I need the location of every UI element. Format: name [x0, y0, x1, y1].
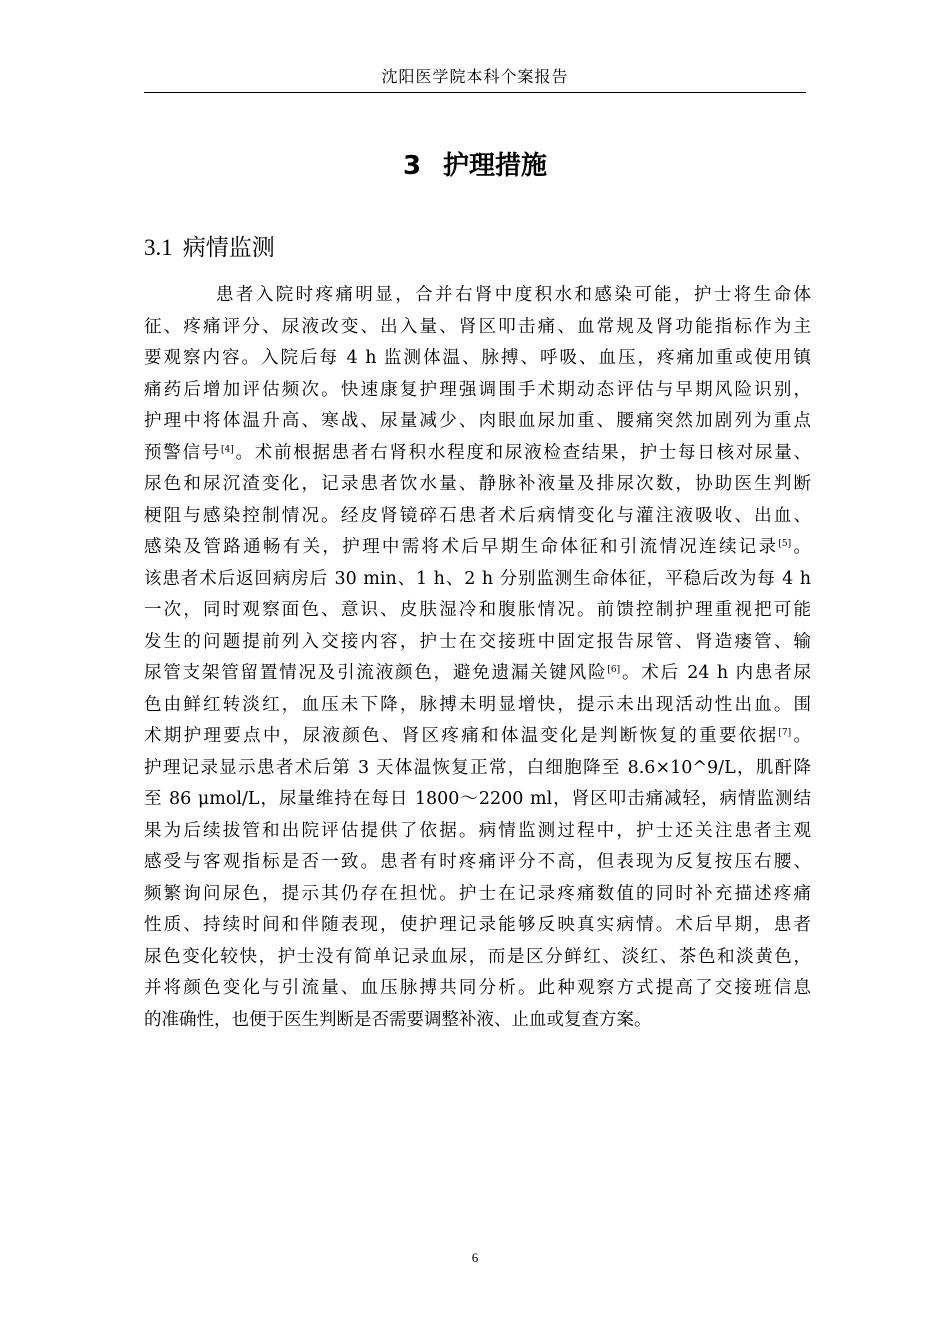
text-segment: 。 — [791, 537, 811, 557]
text-line: 频繁询问尿色，提示其仍存在担忧。护士在记录疼痛数值的同时补充描述疼痛 — [144, 883, 811, 904]
text-line — [144, 721, 811, 753]
text-line: 患者入院时疼痛明显，合并右肾中度积水和感染可能，护士将生命体 — [216, 285, 811, 305]
chapter-title: 护理措施 — [443, 151, 548, 181]
text-line: 性质、持续时间和伴随表现，使护理记录能够反映真实病情。术后早期，患者 — [144, 915, 811, 935]
text-line: 痛药后增加评估频次。快速康复护理强调围手术期动态评估与早期风险识别， — [144, 379, 811, 400]
text-line: 一次，同时观察面色、意识、皮肤湿冷和腹胀情况。前馈控制护理重视把可能 — [144, 600, 811, 620]
running-header: 沈阳医学院本科个案报告 — [144, 62, 806, 93]
citation-ref: [4] — [220, 444, 234, 455]
section-title: 病情监测 — [182, 235, 275, 261]
citation-ref: [5] — [778, 539, 792, 549]
text-line — [144, 532, 811, 564]
section-number: 3.1 — [144, 235, 173, 260]
text-line: 征、疼痛评分、尿液改变、出入量、肾区叩击痛、血常规及肾功能指标作为主 — [144, 316, 811, 337]
citation-ref: [7] — [778, 728, 792, 738]
text-line: 感受与客观指标是否一致。患者有时疼痛评分不高，但表现为反复按压右腰、 — [144, 852, 811, 872]
body-paragraph — [144, 280, 811, 1036]
page-number: 6 — [471, 1250, 479, 1265]
text-segment: 预警信号 — [144, 442, 221, 463]
text-line: 尿色变化较快，护士没有简单记录血尿，而是区分鲜红、淡红、茶色和淡黄色， — [144, 946, 811, 967]
chapter-number: 3 — [402, 151, 422, 181]
text-line: 果为后续拔管和出院评估提供了依据。病情监测过程中，护士还关注患者主观 — [144, 820, 811, 841]
text-line: 护理记录显示患者术后第 3 天体温恢复正常，白细胞降至 8.6×10^9/L，肌酐降 — [144, 757, 811, 778]
text-line: 梗阻与感染控制情况。经皮肾镜碎石患者术后病情变化与灌注液吸收、出血、 — [144, 505, 811, 526]
text-segment: 术期护理要点中，尿液颜色、肾区疼痛和体温变化是判断恢复的重要依据 — [144, 726, 779, 746]
citation-ref: [6] — [607, 665, 621, 675]
text-segment: 尿管支架管留置情况及引流液颜色，避免遗漏关键风险 — [144, 663, 608, 683]
text-segment: 。 — [791, 726, 811, 746]
text-segment: 感染及管路通畅有关，护理中需将术后早期生命体征和引流情况连续记录 — [144, 537, 779, 557]
text-line: 护理中将体温升高、寒战、尿量减少、肉眼血尿加重、腰痛突然加剧列为重点 — [144, 411, 811, 431]
text-line: 要观察内容。入院后每 4 h 监测体温、脉搏、呼吸、血压，疼痛加重或使用镇 — [144, 348, 811, 368]
text-segment: 。术前根据患者右肾积水程度和尿液检查结果，护士每日核对尿量、 — [233, 442, 812, 463]
text-line — [144, 658, 811, 690]
text-line: 尿色和尿沉渣变化，记录患者饮水量、静脉补液量及排尿次数，协助医生判断 — [144, 474, 811, 494]
text-line: 并将颜色变化与引流量、血压脉搏共同分析。此种观察方式提高了交接班信息 — [144, 978, 811, 998]
text-line: 至 86 μmol/L，尿量维持在每日 1800～2200 ml，肾区叩击痛减轻，病情监测结 — [144, 789, 811, 809]
text-line: 色由鲜红转淡红，血压未下降，脉搏未明显增快，提示未出现活动性出血。围 — [144, 694, 811, 715]
text-line: 的准确性，也便于医生判断是否需要调整补液、止血或复查方案。 — [144, 1009, 652, 1030]
text-segment: 。术后 24 h 内患者尿 — [620, 663, 811, 683]
text-line: 该患者术后返回病房后 30 min、1 h、2 h 分别监测生命体征，平稳后改为每 4 h — [144, 568, 811, 589]
chapter-heading — [0, 146, 950, 186]
section-heading — [144, 230, 275, 266]
text-line: 发生的问题提前列入交接内容，护士在交接班中固定报告尿管、肾造瘘管、输 — [144, 631, 811, 652]
text-line — [144, 438, 811, 470]
